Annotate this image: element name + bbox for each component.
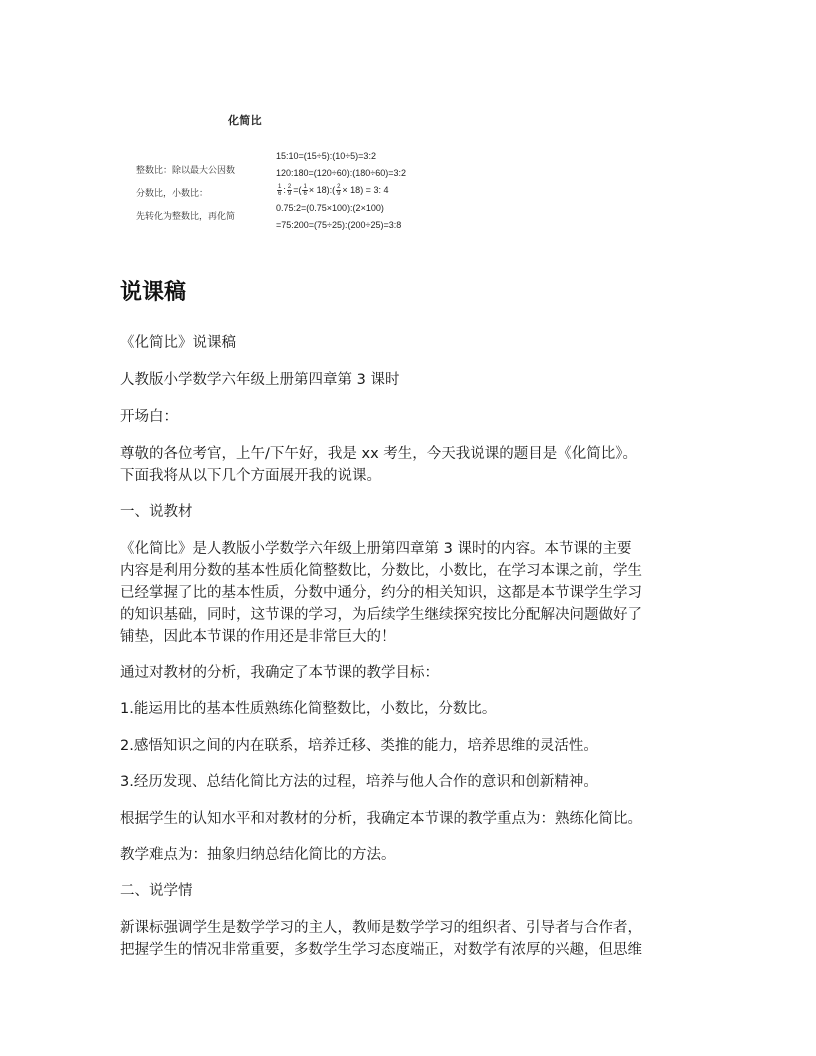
- objective-1: 1.能运用比的基本性质熟练化简整数比，小数比，分数比。: [120, 701, 497, 717]
- students-paragraph-line-1: 新课标强调学生是数学学习的主人，教师是数学学习的组织者、引导者与合作者，: [120, 920, 642, 936]
- rule-fraction-decimal-ratio: 分数比，小数比：: [136, 188, 209, 198]
- rule-convert-then-simplify: 先转化为整数比，再化简: [136, 211, 236, 221]
- equation-integer-2: 120:180=(120÷60):(180÷60)=3:2: [276, 168, 406, 178]
- key-point-line: 根据学生的认知水平和对教材的分析，我确定本节课的教学重点为：熟练化简比。: [120, 811, 642, 827]
- objective-2: 2.感悟知识之间的内在联系，培养迁移、类推的能力，培养思维的灵活性。: [120, 738, 598, 754]
- textbook-paragraph-line-1: 《化简比》是人教版小学数学六年级上册第四章第 3 课时的内容。本节课的主要: [120, 541, 632, 557]
- difficulty-line: 教学难点为：抽象归纳总结化简比的方法。: [120, 847, 396, 863]
- fraction-two-ninths: $\frac{2}{9}$: [287, 184, 292, 197]
- opening-label: 开场白：: [120, 409, 178, 425]
- objective-3: 3.经历发现、总结化简比方法的过程，培养与他人合作的意识和创新精神。: [120, 774, 598, 790]
- fraction-two-ninths-b: $\frac{2}{9}$: [337, 184, 341, 197]
- textbook-paragraph-line-5: 铺垫，因此本节课的作用还是非常巨大的！: [120, 629, 396, 645]
- summary-image: [130, 104, 460, 239]
- objectives-intro: 通过对教材的分析，我确定了本节课的教学目标：: [120, 665, 439, 681]
- section-heading-textbook: 一、说教材: [120, 504, 193, 520]
- equation-fraction: $\frac{1}{6}$ : $\frac{2}{9}$ =( $\frac{1}{6}$ × 18):( $\frac{2}{9}$ × 18) = 3: 4: [278, 184, 389, 197]
- image-title: 化简比: [228, 115, 262, 127]
- opening-paragraph-line-2: 下面我将从以下几个方面展开我的说课。: [120, 468, 381, 484]
- students-paragraph-line-2: 把握学生的情况非常重要，多数学生学习态度端正，对数学有浓厚的兴趣，但思维: [120, 942, 642, 958]
- textbook-paragraph-line-3: 已经掌握了比的基本性质，分数中通分，约分的相关知识，这都是本节课学生学习: [120, 585, 642, 601]
- doc-title-line: 《化简比》说课稿: [120, 335, 236, 351]
- equation-decimal-1: 0.75:2=(0.75×100):(2×100): [276, 203, 384, 213]
- fraction-one-sixth: $\frac{1}{6}$: [278, 184, 282, 197]
- page-heading: 说课稿: [120, 280, 187, 305]
- equation-decimal-2: =75:200=(75÷25):(200÷25)=3:8: [276, 220, 402, 230]
- textbook-info-line: 人教版小学数学六年级上册第四章第 3 课时: [120, 372, 400, 388]
- fraction-one-sixth-b: $\frac{1}{6}$: [303, 184, 307, 197]
- textbook-paragraph-line-4: 的知识基础，同时，这节课的学习，为后续学生继续探究按比分配解决问题做好了: [120, 607, 642, 623]
- section-heading-students: 二、说学情: [120, 883, 193, 899]
- equation-integer-1: 15:10=(15÷5):(10÷5)=3:2: [276, 151, 376, 161]
- textbook-paragraph-line-2: 内容是利用分数的基本性质化简整数比，分数比，小数比，在学习本课之前，学生: [120, 563, 642, 579]
- opening-paragraph-line-1: 尊敬的各位考官，上午/下午好，我是 xx 考生，今天我说课的题目是《化简比》。: [120, 446, 638, 462]
- rule-integer-ratio: 整数比：除以最大公因数: [136, 165, 236, 175]
